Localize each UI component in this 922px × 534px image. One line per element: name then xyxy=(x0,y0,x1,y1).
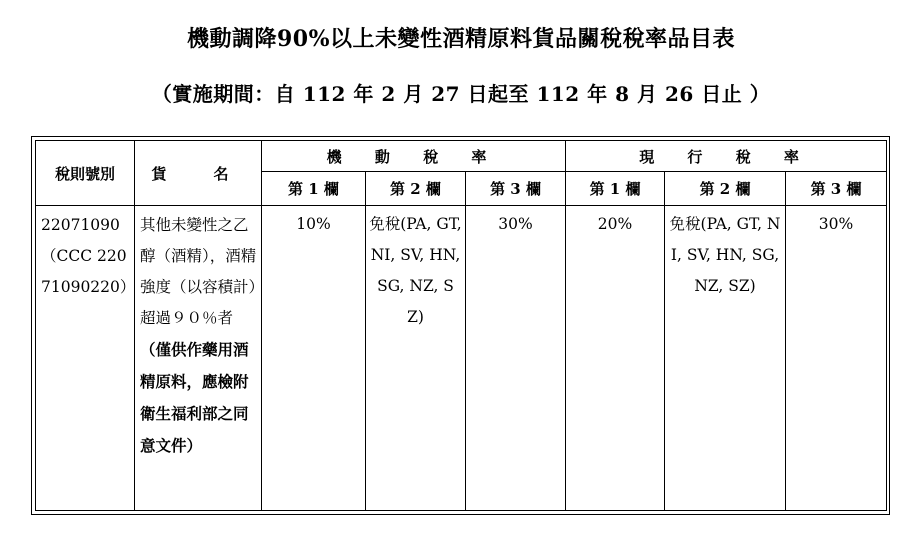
header-cur-col2: 第 2 欄 xyxy=(665,172,786,206)
cell-flex-col2: 免稅(PA, GT, NI, SV, HN, SG, NZ, SZ) xyxy=(366,206,466,511)
document-subtitle: （實施期間：自 112 年 2 月 27 日起至 112 年 8 月 26 日止 ） xyxy=(151,82,771,106)
cell-tariff-code: 22071090（CCC 22071090220） xyxy=(36,206,135,511)
cell-cur-col3: 30% xyxy=(786,206,887,511)
header-current-rate: 現 行 稅 率 xyxy=(566,141,887,172)
table-frame xyxy=(31,136,890,515)
goods-name-note: （僅供作藥用酒精原料，應檢附衛生福利部之同意文件） xyxy=(140,340,249,455)
header-flex-col1: 第 1 欄 xyxy=(262,172,366,206)
header-cur-col3: 第 3 欄 xyxy=(786,172,887,206)
cell-cur-col1: 20% xyxy=(566,206,665,511)
header-goods-name: 貨 名 xyxy=(135,141,262,206)
cell-flex-col3: 30% xyxy=(466,206,566,511)
tariff-table xyxy=(35,140,887,511)
header-flexible-rate: 機 動 稅 率 xyxy=(262,141,566,172)
cell-goods-name xyxy=(135,206,262,511)
header-cur-col1: 第 1 欄 xyxy=(566,172,665,206)
table-row xyxy=(36,206,887,511)
cell-cur-col2: 免稅(PA, GT, NI, SV, HN, SG, NZ, SZ) xyxy=(665,206,786,511)
header-flex-col3: 第 3 欄 xyxy=(466,172,566,206)
header-flex-col2: 第 2 欄 xyxy=(366,172,466,206)
goods-name-text: 其他未變性之乙醇（酒精），酒精強度（以容積計）超過９０％者 xyxy=(140,216,257,327)
header-tariff-code: 稅則號別 xyxy=(36,141,135,206)
document-title: 機動調降90%以上未變性酒精原料貨品關稅稅率品目表 xyxy=(186,26,736,52)
cell-flex-col1: 10% xyxy=(262,206,366,511)
